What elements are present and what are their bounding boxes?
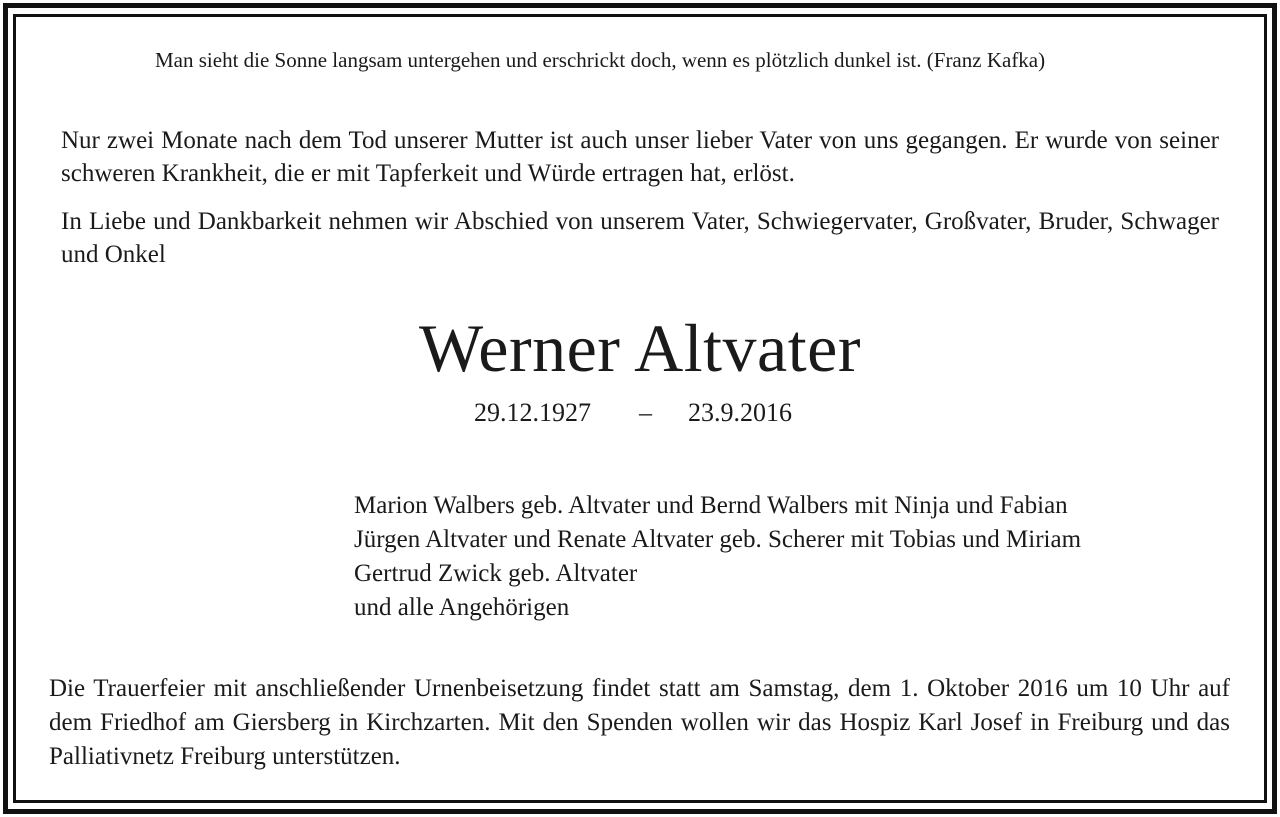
service-details-paragraph: Die Trauerfeier mit anschließender Urnenbeisetzung findet statt am Samstag, dem 1. Oktober 2016 um 10 Uhr auf dem Friedhof am Giersberg in Kirchzarten. Mit den Spenden wollen wir das Hospiz Karl Josef in Freiburg und das Palliativnetz Freiburg unterstützen. (49, 675, 1230, 770)
mourner-line: Marion Walbers geb. Altvater und Bernd Walbers mit Ninja und Fabian (354, 492, 1068, 519)
birth-date: 29.12.1927 (474, 398, 591, 427)
intro-paragraph: Nur zwei Monate nach dem Tod unserer Mutter ist auch unser lieber Vater von uns gegangen. Er wurde von seiner schweren Krankheit, die er mit Tapferkeit und Würde ertragen hat, erlöst. (61, 127, 1219, 187)
mourner-line: Jürgen Altvater und Renate Altvater geb. Scherer mit Tobias und Miriam (354, 526, 1082, 553)
mourner-line: und alle Angehörigen (354, 594, 570, 621)
mourner-line: Gertrud Zwick geb. Altvater (354, 560, 638, 587)
date-separator: – (639, 398, 652, 427)
death-date: 23.9.2016 (688, 398, 792, 427)
farewell-paragraph: In Liebe und Dankbarkeit nehmen wir Abschied von unserem Vater, Schwiegervater, Großvater, Bruder, Schwager und Onkel (61, 208, 1219, 268)
kafka-quote: Man sieht die Sonne langsam untergehen und erschrickt doch, wenn es plötzlich dunkel ist. (Franz Kafka) (155, 48, 1046, 72)
deceased-name: Werner Altvater (419, 310, 861, 386)
life-dates (474, 396, 814, 430)
mourners-list (354, 489, 1234, 625)
